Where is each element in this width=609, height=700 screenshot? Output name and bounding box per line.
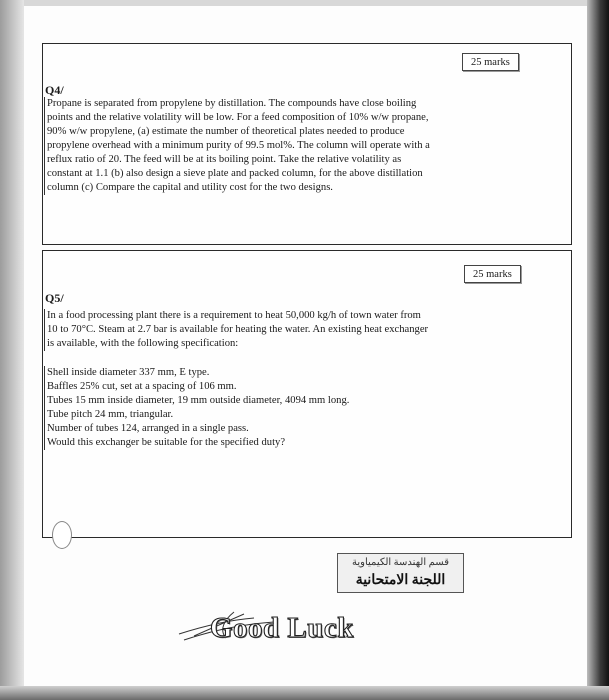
- stamp-committee-text: اللجنة الامتحانية: [355, 573, 446, 588]
- spec-line: Would this exchanger be suitable for the specified duty?: [44, 436, 562, 450]
- bottom-scan-shadow: [0, 686, 609, 700]
- q4-line: 90% w/w propylene, (a) estimate the number of theoretical plates needed to produce: [44, 125, 562, 139]
- stamp-department-text: قسم الهندسة الكيمياوية: [352, 557, 449, 568]
- q4-line: column (c) Compare the capital and utility cost for the two designs.: [44, 181, 562, 195]
- q5-line: 10 to 70°C. Steam at 2.7 bar is available for heating the water. An existing heat exchanger: [44, 323, 562, 337]
- spec-line: Shell inside diameter 337 mm, E type.: [44, 366, 562, 380]
- department-stamp: [337, 553, 464, 593]
- spec-line: Number of tubes 124, arranged in a single pass.: [44, 422, 562, 436]
- q5-marks-badge: 25 marks: [464, 265, 521, 283]
- q4-line: constant at 1.1 (b) also design a sieve plate and packed column, for the above distillation: [44, 167, 562, 181]
- q4-text: [44, 97, 562, 195]
- good-luck-text: Good Luck: [210, 612, 354, 644]
- punch-hole: [52, 521, 72, 549]
- left-scan-shadow: [0, 0, 24, 700]
- q4-line: propylene overhead with a minimum purity of 99.5 mol%. The column will operate with a: [44, 139, 562, 153]
- q5-line: is available, with the following specification:: [44, 337, 562, 351]
- spec-line: Tubes 15 mm inside diameter, 19 mm outside diameter, 4094 mm long.: [44, 394, 562, 408]
- exam-page: [24, 6, 587, 686]
- q4-label: Q4/: [45, 83, 64, 97]
- right-scan-shadow: [587, 0, 609, 700]
- spec-line: Tube pitch 24 mm, triangular.: [44, 408, 562, 422]
- exchanger-specification: [44, 366, 562, 450]
- q5-line: In a food processing plant there is a requirement to heat 50,000 kg/h of town water from: [44, 309, 562, 323]
- q4-line: points and the relative volatility will be low. For a feed composition of 10% w/w propane,: [44, 111, 562, 125]
- q4-line: reflux ratio of 20. The feed will be at its boiling point. Take the relative volatility as: [44, 153, 562, 167]
- spec-line: Baffles 25% cut, set at a spacing of 106 mm.: [44, 380, 562, 394]
- q5-label: Q5/: [45, 291, 64, 305]
- q4-marks-badge: 25 marks: [462, 53, 519, 71]
- q4-line: Propane is separated from propylene by distillation. The compounds have close boiling: [44, 97, 562, 111]
- q5-text: [44, 309, 562, 351]
